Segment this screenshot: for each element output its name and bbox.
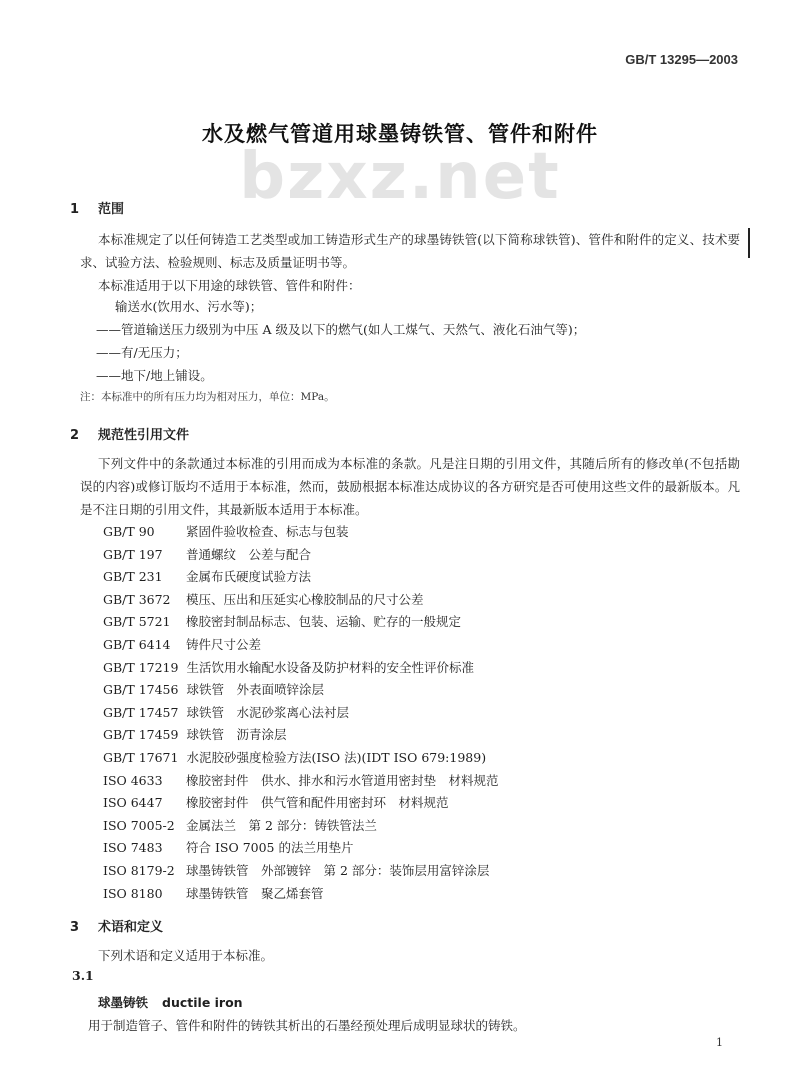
reference-code: GB/T 17219: [103, 659, 179, 675]
term-english: ductile iron: [162, 995, 243, 1010]
reference-item: [103, 838, 353, 856]
reference-item: [103, 703, 349, 721]
reference-title: 铸件尺寸公差: [186, 637, 262, 652]
reference-item: [103, 884, 324, 902]
reference-title: 球墨铸铁管 外部镀锌 第 2 部分：装饰层用富锌涂层: [186, 863, 490, 878]
reference-item: [103, 861, 489, 879]
reference-code: GB/T 17671: [103, 750, 179, 765]
section-3-intro: 下列术语和定义适用于本标准。: [98, 948, 274, 963]
reference-title: 符合 ISO 7005 的法兰用垫片: [186, 840, 354, 856]
reference-item: [103, 748, 486, 766]
reference-code: GB/T 90: [103, 524, 155, 539]
reference-item: [103, 567, 311, 585]
subclause-number: 3.1: [72, 968, 94, 983]
reference-title: 模压、压出和压延实心橡胶制品的尺寸公差: [186, 591, 424, 607]
reference-item: [103, 545, 311, 563]
section-3-heading: [70, 916, 163, 935]
reference-code: GB/T 17459: [103, 727, 179, 743]
section-number: 2: [70, 428, 80, 443]
section-2-heading: [70, 424, 189, 443]
reference-code: GB/T 17456: [103, 682, 179, 698]
reference-code: GB/T 3672: [103, 591, 171, 607]
reference-title: 球铁管 沥青涂层: [186, 727, 287, 743]
section-title: 术语和定义: [98, 920, 164, 935]
change-bar: [748, 228, 750, 258]
reference-code: GB/T 231: [103, 569, 163, 585]
term-chinese: 球墨铸铁: [98, 995, 149, 1010]
reference-item: [103, 522, 349, 540]
reference-title: 普通螺纹 公差与配合: [186, 546, 312, 562]
section-title: 范围: [98, 202, 125, 217]
reference-title: 橡胶密封制品标志、包装、运输、贮存的一般规定: [186, 614, 462, 630]
reference-item: [103, 771, 499, 789]
section-1-para-2: 本标准适用于以下用途的球铁管、管件和附件：: [98, 278, 361, 293]
reference-code: ISO 4633: [103, 772, 163, 788]
reference-title: 水泥胶砂强度检验方法(ISO 法)(IDT ISO 679:1989): [186, 750, 487, 765]
reference-code: GB/T 197: [103, 546, 163, 562]
scope-item: ——管道输送压力级别为中压 A 级及以下的燃气(如人工煤气、天然气、液化石油气等)；: [96, 322, 586, 337]
reference-item: [103, 658, 474, 676]
reference-code: GB/T 17457: [103, 704, 179, 720]
standard-code: GB/T 13295—2003: [625, 52, 738, 67]
section-title: 规范性引用文件: [98, 428, 190, 443]
section-1-para-1: 本标准规定了以任何铸造工艺类型或加工铸造形式生产的球墨铸铁管(以下简称球铁管)、管件和附件的定义、技术要求、试验方法、检验规则、标志及质量证明书等。: [80, 232, 740, 270]
section-number: 1: [70, 202, 80, 217]
reference-title: 橡胶密封件 供气管和配件用密封环 材料规范: [186, 795, 449, 811]
scope-note: 注：本标准中的所有压力均为相对压力，单位：MPa。: [80, 391, 335, 403]
reference-item: [103, 635, 261, 653]
section-1-heading: [70, 198, 124, 217]
term-definition: 用于制造管子、管件和附件的铸铁其析出的石墨经预处理后成明显球状的铸铁。: [88, 1018, 526, 1033]
scope-item: 输送水(饮用水、污水等)；: [115, 299, 263, 314]
reference-item: [103, 590, 424, 608]
term-entry: [98, 993, 243, 1011]
reference-title: 球铁管 外表面喷锌涂层: [186, 682, 324, 698]
reference-item: [103, 612, 461, 630]
reference-title: 生活饮用水输配水设备及防护材料的安全性评价标准: [186, 659, 474, 675]
reference-item: [103, 725, 286, 743]
reference-item: [103, 793, 449, 811]
scope-item: ——有/无压力；: [96, 345, 188, 360]
scope-item: ——地下/地上铺设。: [96, 368, 213, 383]
reference-code: ISO 7005-2: [103, 817, 175, 833]
reference-title: 紧固件验收检查、标志与包装: [186, 524, 349, 539]
reference-item: [103, 680, 324, 698]
reference-code: ISO 7483: [103, 840, 163, 856]
page-title: 水及燃气管道用球墨铸铁管、管件和附件: [202, 122, 598, 146]
reference-title: 金属布氏硬度试验方法: [186, 569, 312, 585]
reference-code: GB/T 5721: [103, 614, 171, 630]
page-number: 1: [716, 1036, 723, 1049]
reference-code: GB/T 6414: [103, 637, 171, 652]
section-number: 3: [70, 920, 80, 935]
section-2-intro: 下列文件中的条款通过本标准的引用而成为本标准的条款。凡是注日期的引用文件，其随后所有的修改单(不包括勘误的内容)或修订版均不适用于本标准，然而，鼓励根据本标准达成协议的各方研究是否可使用这些文件的最新版本。凡是不注日期的引用文件，其最新版本适用于本标准。: [80, 456, 740, 517]
reference-title: 球铁管 水泥砂浆离心法衬层: [186, 704, 349, 720]
reference-title: 金属法兰 第 2 部分：铸铁管法兰: [186, 817, 377, 833]
reference-code: ISO 6447: [103, 795, 163, 811]
watermark: bzxz.net: [239, 140, 561, 214]
reference-code: ISO 8179-2: [103, 863, 175, 878]
reference-title: 球墨铸铁管 聚乙烯套管: [186, 885, 324, 901]
reference-code: ISO 8180: [103, 885, 163, 901]
reference-title: 橡胶密封件 供水、排水和污水管道用密封垫 材料规范: [186, 772, 499, 788]
reference-item: [103, 816, 377, 834]
